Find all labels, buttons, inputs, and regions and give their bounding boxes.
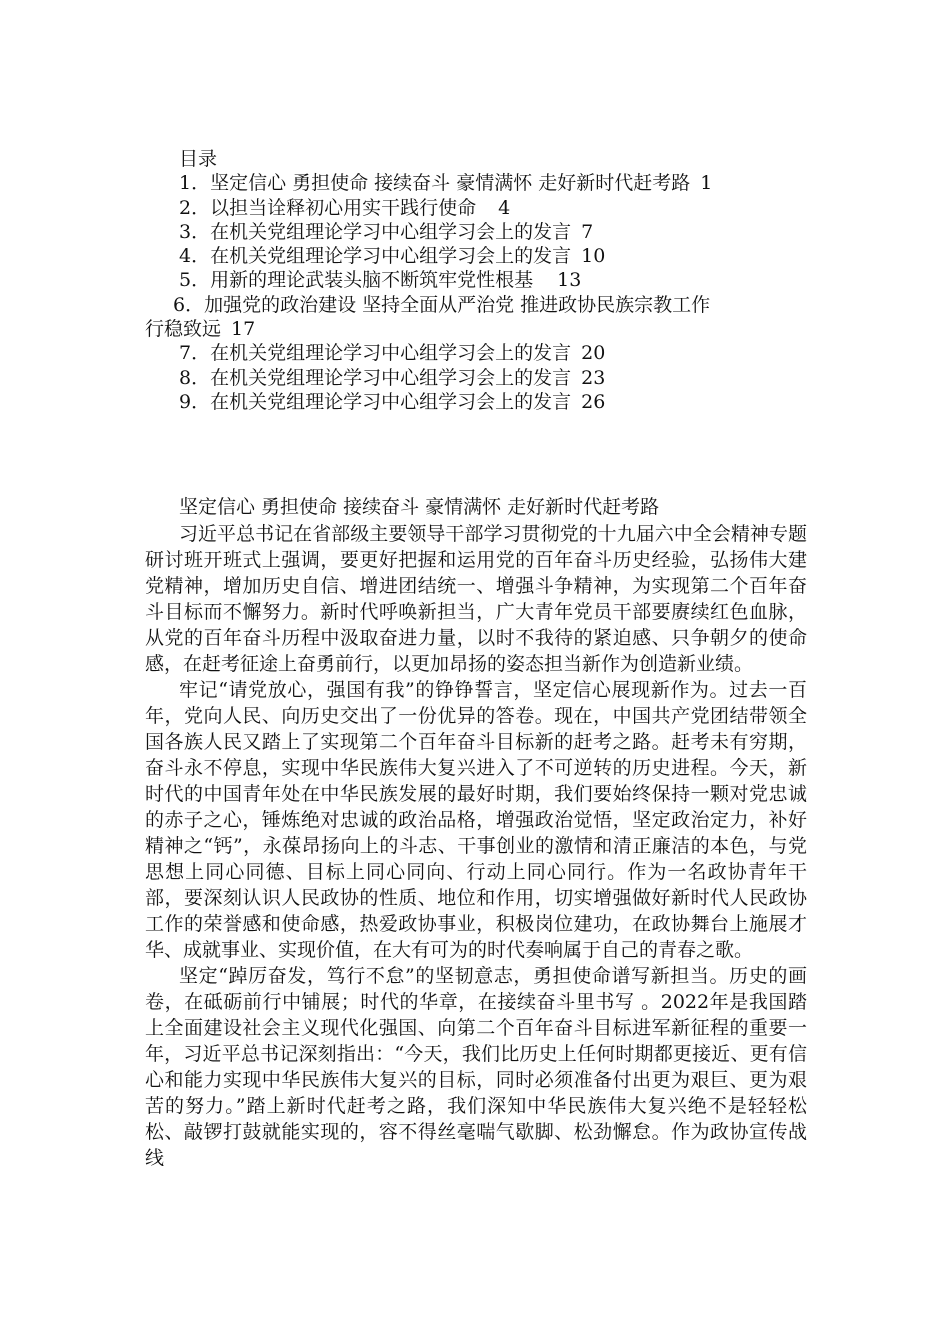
toc-item[interactable] [151, 244, 825, 268]
toc-item[interactable] [145, 293, 825, 342]
toc-item-text: 加强党的政治建设 坚持全面从严治党 推进政协民族宗教工作 [204, 293, 711, 316]
toc-item-number: 1． [179, 172, 211, 195]
toc-item[interactable] [151, 341, 825, 365]
article-paragraph: 坚定“踔厉奋发，笃行不怠”的坚韧意志，勇担使命谱写新担当。历史的画卷，在砥砺前行中铺展；时代的华章，在接续奋斗里书写 。2022年是我国踏上全面建设社会主义现代化强国、向第二个百年奋斗目标进军新征程的重要一年，习近平总书记深刻指出：“今天，我们比历史上任何时期都更接近、更有信心和能力实现中华民族伟大复兴的目标，同时必须准备付出更为艰巨、更为艰苦的努力。”踏上新时代赶考之路，我们深知中华民族伟大复兴绝不是轻轻松松、敲锣打鼓就能实现的，容不得丝毫喘气歇脚、松劲懈怠。作为政协宣传战线 [145, 965, 807, 1169]
toc-item-page: 7 [581, 220, 594, 243]
toc-item-number: 6． [173, 293, 205, 316]
toc-item[interactable] [151, 196, 825, 220]
toc-item-text: 以担当诠释初心用实干践行使命 [210, 196, 477, 219]
toc-item-number: 2． [179, 196, 211, 219]
article-body [145, 494, 807, 1171]
toc-item-page: 23 [581, 366, 606, 389]
toc-item-text: 坚定信心 勇担使命 接续奋斗 豪情满怀 走好新时代赶考路 [210, 172, 691, 195]
toc-item-number: 4． [179, 245, 211, 268]
table-of-contents [145, 147, 825, 414]
toc-item-page: 1 [700, 172, 713, 195]
toc-item-page: 26 [581, 390, 606, 413]
toc-item-text: 在机关党组理论学习中心组学习会上的发言 [210, 220, 572, 243]
toc-item-page: 10 [581, 245, 606, 268]
toc-item[interactable] [151, 390, 825, 414]
article-title: 坚定信心 勇担使命 接续奋斗 豪情满怀 走好新时代赶考路 [179, 496, 660, 518]
toc-item-number: 3． [179, 220, 211, 243]
toc-item-page: 13 [557, 269, 582, 292]
toc-item-text: 用新的理论武装头脑不断筑牢党性根基 [210, 269, 534, 292]
toc-item-number: 9． [179, 390, 211, 413]
toc-item-text: 在机关党组理论学习中心组学习会上的发言 [210, 390, 572, 413]
toc-item-page: 17 [231, 318, 256, 341]
toc-title: 目录 [179, 148, 218, 170]
toc-item[interactable] [151, 220, 825, 244]
toc-item-text: 在机关党组理论学习中心组学习会上的发言 [210, 245, 572, 268]
toc-item-page: 20 [581, 342, 606, 365]
toc-item-number: 8． [179, 366, 211, 389]
toc-item-number: 7． [179, 342, 211, 365]
toc-item[interactable] [151, 366, 825, 390]
toc-item[interactable] [151, 268, 825, 292]
article-paragraph: 习近平总书记在省部级主要领导干部学习贯彻党的十九届六中全会精神专题研讨班开班式上强调，要更好把握和运用党的百年奋斗历史经验，弘扬伟大建党精神，增加历史自信、增进团结统一、增强斗争精神，为实现第二个百年奋斗目标而不懈努力。新时代呼唤新担当，广大青年党员干部要赓续红色血脉，从党的百年奋斗历程中汲取奋进力量，以时不我待的紧迫感、只争朝夕的使命感，在赶考征途上奋勇前行，以更加昂扬的姿态担当新作为创造新业绩。 [145, 523, 807, 675]
toc-item-text: 在机关党组理论学习中心组学习会上的发言 [210, 342, 572, 365]
toc-item-text-continued: 行稳致远 [145, 318, 222, 341]
toc-item-page: 4 [498, 196, 511, 219]
article-paragraph: 牢记“请党放心，强国有我”的铮铮誓言，坚定信心展现新作为。过去一百年，党向人民、向历史交出了一份优异的答卷。现在，中国共产党团结带领全国各族人民又踏上了实现第二个百年奋斗目标新的赶考之路。赶考未有穷期，奋斗永不停息，实现中华民族伟大复兴进入了不可逆转的历史进程。今天，新时代的中国青年处在中华民族发展的最好时期，我们要始终保持一颗对党忠诚的赤子之心，锤炼绝对忠诚的政治品格，增强政治觉悟，坚定政治定力，补好精神之“钙”，永葆昂扬向上的斗志、干事创业的激情和清正廉洁的本色，与党思想上同心同德、目标上同心同向、行动上同心同行。作为一名政协青年干部，要深刻认识人民政协的性质、地位和作用，切实增强做好新时代人民政协工作的荣誉感和使命感，热爱政协事业，积极岗位建功，在政协舞台上施展才华、成就事业、实现价值，在大有可为的时代奏响属于自己的青春之歌。 [145, 679, 807, 961]
toc-item[interactable] [151, 171, 825, 195]
toc-item-number: 5． [179, 269, 211, 292]
toc-item-text: 在机关党组理论学习中心组学习会上的发言 [210, 366, 572, 389]
